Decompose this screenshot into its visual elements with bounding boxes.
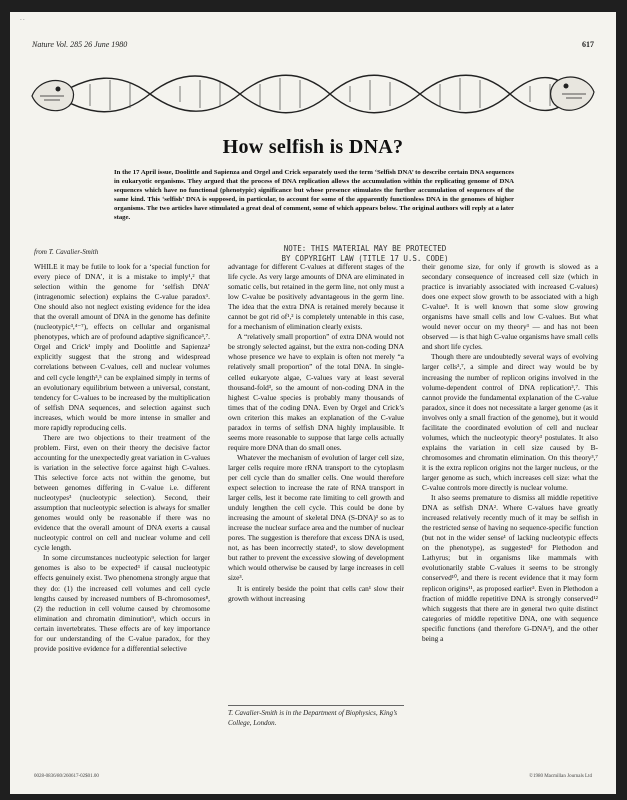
copyright-stamp-line: BY COPYRIGHT LAW (TITLE 17 U.S. CODE): [281, 254, 449, 263]
article-title: How selfish is DNA?: [222, 136, 404, 158]
paragraph: It also seems premature to dismiss all middle repetitive DNA as selfish DNA². Where C-values have greatly increased relatively recently much of it may be selfish in the restricted sense of having no sequence-specific function (but not in the wider sense¹ of lacking nucleotypic effects on the phenotype), as suggested³ for Plethodon and Lathyrus; but in organisms like mammals with evolutionarily stable C-values it seems to be strongly conserved¹⁰, and there is recent evidence that it may form replicon origins¹¹, as proposed earlier³. Even in Plethodon a fraction of middle repetitive DNA is strongly conserved¹² which suggests that there are in general two quite distinct categories of middle repetitive DNA, one with sequence specific functions (and therefore G-DNA³), and the other being a: [422, 493, 598, 643]
copyright-stamp: [280, 244, 450, 264]
paragraph: A “relatively small proportion” of extra DNA would not be strongly selected against, but the extra non-coding DNA whose presence we have to explain is often not merely “a relatively small proportion” of the total DNA. In single-celled eukaryote algae, C-values vary at least several thousand-fold³, so the amount of non-coding DNA in the highest C-value species is probably many thousands of times that of the coding DNA. Even by Orgel and Crick’s own criterion this makes an explanation of the C-value paradox in terms of selfish DNA highly implausible. It seems more reasonable to suppose that large cells actually require more DNA than do small ones.: [228, 332, 404, 452]
text-column-3: [422, 262, 598, 762]
standfirst: In the 17 April issue, Doolittle and Sapienza and Orgel and Crick separately used the term ‘Selfish DNA’ to describe certain DNA sequences in eukaryotic organisms. They argued that the process of DNA replication allows the accumulation within the replicating genome of DNA sequences which have no functional (phenotypic) significance but whose presence stimulates the further accumulation of sequences of the same kind. This ‘selfish’ DNA is supposed, in particular, to account for some of the apparently functionless DNA in the genomes of higher organisms. The two articles have stimulated a great deal of comment, some of which appears below. The original authors will reply at a later stage.: [114, 169, 514, 222]
journal-header: Nature Vol. 285 26 June 1980: [32, 40, 128, 49]
author-byline: from T. Cavalier-Smith: [34, 248, 99, 256]
paragraph: In some circumstances nucleotypic selection for larger genomes is also to be expected³ if causal nucleotypic effects genuinely exist. Two phenomena strongly argue that they do: (1) the increased cell volumes and cell cycle lengths caused by increased numbers of B-chromosomes⁸, (2) the reduction in cell volume caused by chromosome elimination and chromatin diminution⁹, which occurs in certain invertebrates. These effects are of key importance for our understanding of the C-value paradox, for they provide positive evidence for a differential selective: [34, 553, 210, 653]
text-column-2: [228, 262, 404, 702]
serpent-head-right-icon: [551, 77, 594, 110]
paragraph: It is entirely beside the point that cells can¹ slow their growth without increasing: [228, 583, 404, 603]
author-affiliation: T. Cavalier-Smith is in the Department of Biophysics, King’s College, London.: [228, 709, 398, 727]
margin-mark: - -: [20, 18, 25, 23]
journal-page: [10, 12, 616, 794]
page-number: 617: [582, 40, 594, 49]
paragraph: Though there are undoubtedly several ways of evolving larger cells³,⁷, a simple and direct way would be by increasing the number of replicon origins involved in the volume-dependent control of DNA replication³,⁷. This cannot provide the fundamental explanation of the C-value paradox, since it does not necessitate a larger genome (as it involves only a small fraction of the genome), but it would facilitate the coordinated evolution of cell and nuclear volumes, which the nucleotypic theory³ postulates. It also explains the variation in cell size caused by B-chromosomes and chromatin elimination. On this theory³,⁷ it is the extra replicon origins not the larger nucleus, or the larger genome as such, which increases cell size: what the C-value controls more directly is nuclear volume.: [422, 352, 598, 493]
affiliation-divider: [228, 705, 404, 706]
paragraph: their genome size, for only if growth is slowed as a secondary consequence of increased cell size (which in practice is invariably associated with increased C-values) does one expect slow growth to be associated with a high C-value³. It is well known that some slow growing organisms have small cells and low C-values. But what would never occur on my theory³ — and has not been observed — is that high C-value organisms have small cells and short life cycles.: [422, 262, 598, 352]
copyright-stamp-line: NOTE: THIS MATERIAL MAY BE PROTECTED: [283, 244, 447, 253]
issn-code: 0028-0836/80/260617-02$01.00: [34, 774, 99, 779]
serpent-head-left-icon: [32, 81, 73, 111]
dna-serpent-banner-illustration: [30, 62, 596, 126]
paragraph: There are two objections to their treatment of the problem. First, even on their theory the decisive factor accounting for the unexpectedly great variation in C-values is variation in the selective force against high C-values. This selective force acts not within the genome, but between genomes differing in C-value i.e. different nucleotypes³ (nucleotypic selection). Second, their assumption that nucleotypic selection is always for smaller genomes would only be reasonable if there was no evidence that the overall amount of DNA exerts a causal nucleotypic control on cell and nuclear volume and cell cycle length.: [34, 432, 210, 553]
paragraph: advantage for different C-values at different stages of the life cycle. As very large amounts of DNA are eliminated in somatic cells, but retained in the germ line, not only must a low C-value be positively advantageous in the germ line. The idea that the extra DNA is retained merely because it cannot be got rid of¹,² is completely untenable in this case, for a mechanism of elimination clearly exists.: [228, 262, 404, 332]
text-column-1: [34, 262, 210, 762]
paragraph: Whatever the mechanism of evolution of larger cell size, larger cells require more rRNA transport to the cytoplasm per cell cycle than do smaller cells. One would therefore expect selection to increase the rate of RNA transport in larger cells, lest it become rate limiting to cell growth and unduly lengthen the cell cycle. This could be done by increasing the amount of skeletal DNA (S-DNA)³ so as to increase the nuclear surface area and the number of nuclear pores. The suggestion is therefore that excess DNA is used, not, as has been incorrectly stated¹, to slow development but rather to prevent the excessive slowing of development which would otherwise be caused by large increases in cell size³.: [228, 452, 404, 583]
paragraph: WHILE it may be futile to look for a ‘special function for every piece of DNA’, it is a mistake to imply¹,² that selection within the genome for ‘selfish DNA’ (intragenomic selection) explains the C-value paradox¹. One should also not neglect existing evidence for the idea that the overall amount of DNA in the genome has definite (nucleotypic³,⁴⁻⁷), effects on cellular and organismal phenotypes, which are of profound adaptive significance³,⁷. Orgel and Crick¹ imply and Doolittle and Sapienza² explicitly suggest that the strong and widespread correlations between C-values, cell and nuclear volumes and cell cycle length³,⁵ can be explained simply in terms of an evolutionary equilibrium between a universal, constant, tendency for C-values to be increased by the multiplication of selfish DNA sequences, and selection against such increases, which would be more intense in smaller and more rapidly reproducing cells.: [34, 262, 210, 432]
copyright-line: ©1980 Macmillan Journals Ltd: [529, 774, 592, 779]
